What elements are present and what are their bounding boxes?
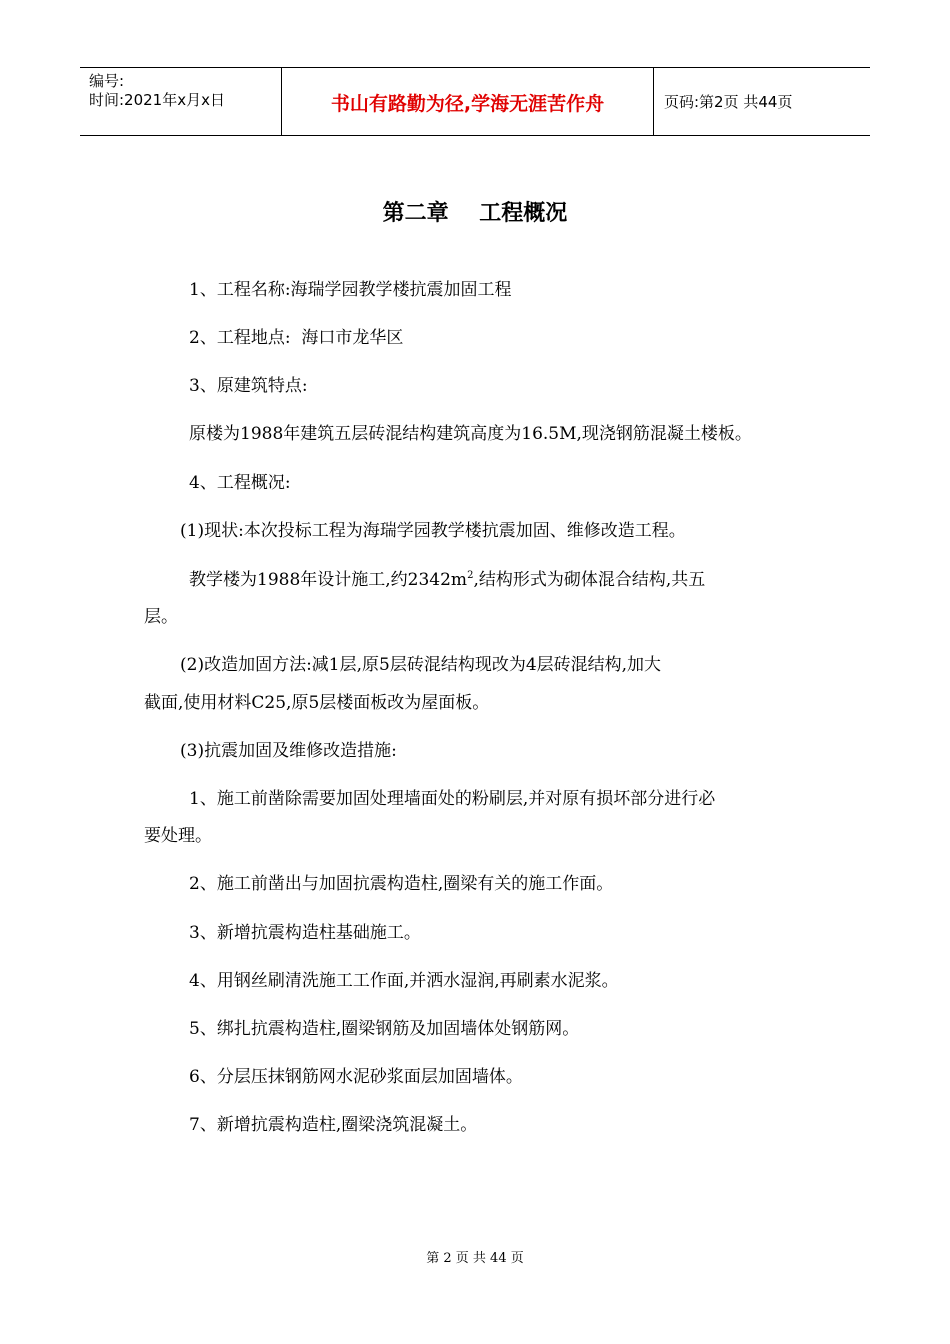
measure-1-line2: 要处理。 <box>144 826 212 846</box>
header-page-info: 页码:第2页 共44页 <box>664 93 793 111</box>
measure-7: 7、新增抗震构造柱,圈梁浇筑混凝土。 <box>189 1115 478 1135</box>
chapter-title: 第二章 工程概况 <box>382 201 568 226</box>
time-label: 时间:2021年x月x日 <box>89 91 225 109</box>
measure-5: 5、绑扎抗震构造柱,圈梁钢筋及加固墙体处钢筋网。 <box>189 1019 580 1039</box>
status-paragraph: (1)现状:本次投标工程为海瑞学园教学楼抗震加固、维修改造工程。 <box>180 521 686 541</box>
item-project-name: 1、工程名称:海瑞学园教学楼抗震加固工程 <box>189 280 512 300</box>
header-meta <box>80 68 282 135</box>
building-features-text: 原楼为1988年建筑五层砖混结构建筑高度为16.5M,现浇钢筋混凝土楼板。 <box>189 424 752 444</box>
measure-3: 3、新增抗震构造柱基础施工。 <box>189 923 421 943</box>
method-paragraph-line2: 截面,使用材料C25,原5层楼面板改为屋面板。 <box>144 693 490 713</box>
measure-6: 6、分层压抹钢筋网水泥砂浆面层加固墙体。 <box>189 1067 523 1087</box>
measure-2: 2、施工前凿出与加固抗震构造柱,圈梁有关的施工作面。 <box>189 874 614 894</box>
item-project-location: 2、工程地点: 海口市龙华区 <box>189 328 404 348</box>
number-label: 编号: <box>89 72 125 90</box>
building-desc-text: 教学楼为1988年设计施工,约2342m <box>189 570 468 590</box>
item-project-overview: 4、工程概况: <box>189 473 291 493</box>
superscript-2: 2 <box>467 570 474 581</box>
page-header <box>80 67 870 136</box>
method-paragraph-line1: (2)改造加固方法:减1层,原5层砖混结构现改为4层砖混结构,加大 <box>180 655 662 675</box>
measures-heading: (3)抗震加固及维修改造措施: <box>180 741 397 761</box>
building-description-line1 <box>189 569 705 591</box>
measure-4: 4、用钢丝刷清洗施工工作面,并洒水湿润,再刷素水泥浆。 <box>189 971 619 991</box>
item-building-features: 3、原建筑特点: <box>189 376 308 396</box>
building-desc-text-cont: ,结构形式为砌体混合结构,共五 <box>473 570 706 590</box>
page-footer: 第 2 页 共 44 页 <box>426 1251 524 1266</box>
header-slogan: 书山有路勤为径,学海无涯苦作舟 <box>282 68 654 135</box>
measure-1-line1: 1、施工前凿除需要加固处理墙面处的粉刷层,并对原有损坏部分进行必 <box>189 789 716 809</box>
building-description-line2: 层。 <box>144 607 178 627</box>
